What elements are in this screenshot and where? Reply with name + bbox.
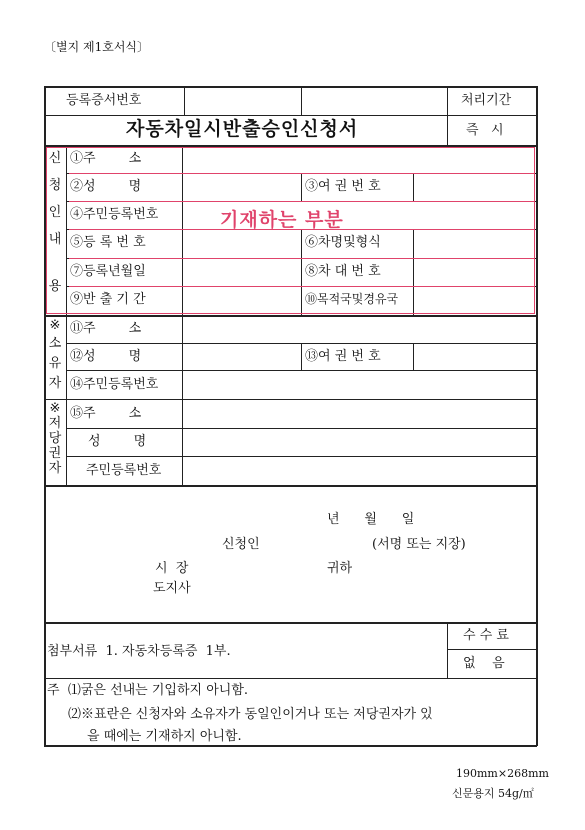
applicant-name-label: ②성 명 <box>70 179 142 194</box>
annotation-row-line <box>69 173 535 174</box>
applicant-sign-field[interactable] <box>270 532 366 554</box>
applicant-section-label: 신 청 인 내 용 <box>48 151 62 294</box>
cert-no-field[interactable] <box>185 87 300 114</box>
applicant-resident-no-label: ④주민등록번호 <box>70 207 159 222</box>
form-title: 자동차일시반출승인신청서 <box>126 118 359 140</box>
fee-label: 수 수 료 <box>463 628 509 643</box>
note-2-line-1: ⑵※표란은 신청자와 소유자가 동일인이거나 또는 저당권자가 있 <box>68 707 433 722</box>
chassis-no-label: ⑧차 대 번 호 <box>305 264 381 279</box>
mortgagee-section-label: ※ 저 당 권 자 <box>48 401 62 476</box>
sign-or-seal-text: (서명 또는 지장) <box>372 537 466 552</box>
form-label: 〔별지 제1호서식〕 <box>44 40 150 54</box>
applicant-address-label: ①주 소 <box>70 151 142 166</box>
owner-address-label: ⑪주 소 <box>70 321 142 336</box>
annotation-row-line <box>69 258 535 259</box>
owner-resident-no-label: ⑭주민등록번호 <box>70 377 159 392</box>
owner-resident-no-field[interactable] <box>183 371 536 398</box>
destination-label: ⑩목적국및경유국 <box>305 292 399 306</box>
addressee-honorific: 귀하 <box>327 561 353 576</box>
mortgagee-address-field[interactable] <box>183 400 536 427</box>
mortgagee-resident-no-label: 주민등록번호 <box>86 463 162 478</box>
fee-value: 없 음 <box>463 656 505 671</box>
attachments-text: 첨부서류 1. 자동차등록증 1부. <box>47 644 231 659</box>
paper-weight: 신문용지 54g/㎡ <box>452 787 534 800</box>
owner-section-label: ※ 소 유 자 <box>48 318 62 391</box>
processing-period-label: 처리기간 <box>461 93 512 108</box>
governor-label: 도지사 <box>153 581 191 596</box>
paper-size: 190mm×268mm <box>456 767 549 780</box>
owner-passport-field[interactable] <box>414 344 536 369</box>
applicant-sign-label: 신청인 <box>222 537 260 552</box>
mortgagee-name-label: 성 명 <box>88 434 147 449</box>
owner-address-field[interactable] <box>183 316 536 342</box>
export-period-label: ⑨반 출 기 간 <box>70 292 146 307</box>
mayor-label: 시 장 <box>155 561 189 576</box>
registration-no-label: ⑤등 록 번 호 <box>70 235 146 250</box>
mortgagee-address-label: ⑮주 소 <box>70 406 142 421</box>
annotation-row-line <box>69 286 535 287</box>
signature-date: 년 월 일 <box>327 512 415 527</box>
annotation-row-line <box>69 201 535 202</box>
mortgagee-resident-no-field[interactable] <box>183 457 536 484</box>
registration-date-label: ⑦등록년월일 <box>70 264 146 279</box>
processing-period-value: 즉 시 <box>466 123 504 138</box>
owner-name-label: ⑫성 명 <box>70 349 142 364</box>
note-2-line-2: 을 때에는 기재하지 아니함. <box>87 729 242 744</box>
owner-name-field[interactable] <box>183 344 300 369</box>
mortgagee-name-field[interactable] <box>183 429 536 455</box>
model-label: ⑥차명및형식 <box>305 235 381 250</box>
note-1: 주 ⑴굵은 선내는 기입하지 아니함. <box>47 683 249 698</box>
applicant-passport-label: ③여 권 번 호 <box>305 179 381 194</box>
cert-no-label: 등록증서번호 <box>66 93 142 108</box>
annotation-text: 기재하는 부분 <box>220 209 344 231</box>
owner-passport-label: ⑬여 권 번 호 <box>305 349 381 364</box>
